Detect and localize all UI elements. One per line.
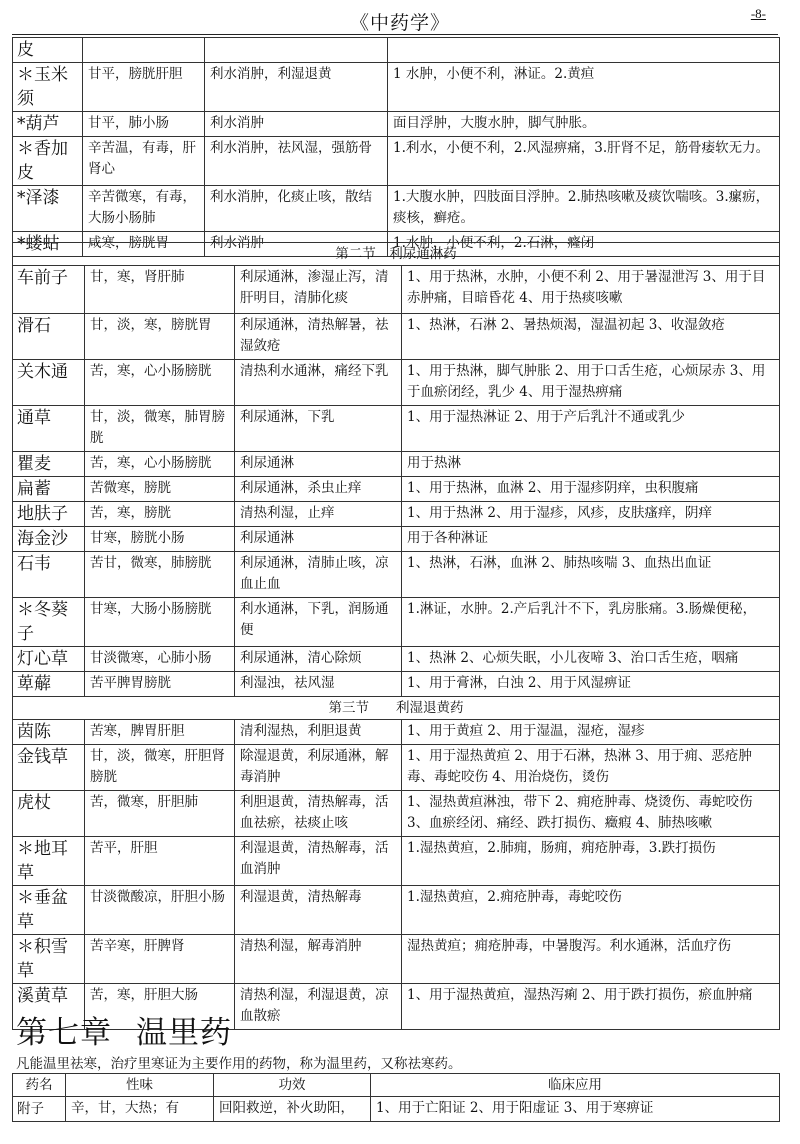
herb-function: 清热利湿，利湿退黄，凉血散瘀	[235, 984, 402, 1030]
table-row	[13, 837, 780, 886]
herb-name: 灯心草	[13, 647, 85, 672]
herb-name: 溪黄草	[13, 984, 85, 1030]
herb-nature: 苦平，肝胆	[85, 837, 235, 886]
herb-nature: 苦甘，微寒，肺膀胱	[85, 552, 235, 598]
herb-nature: 苦寒，脾胃肝胆	[85, 720, 235, 745]
herb-name: ＊积雪草	[13, 935, 85, 984]
herb-usage: 1、用于膏淋，白浊 2、用于风湿痹证	[402, 672, 780, 697]
table-row	[13, 502, 780, 527]
herb-usage: 1、热淋 2、心烦失眠，小儿夜啼 3、治口舌生疮，咽痛	[402, 647, 780, 672]
table-row	[13, 112, 780, 137]
herb-table-warm-interior	[12, 1073, 780, 1122]
herb-name: ＊玉米须	[13, 63, 83, 112]
herb-table-main	[12, 242, 780, 1030]
chapter-name: 温里药	[136, 1015, 232, 1051]
table-row	[13, 720, 780, 745]
herb-name: ＊地耳草	[13, 837, 85, 886]
table-header-row	[13, 1074, 780, 1097]
table-row	[13, 527, 780, 552]
table-row	[13, 314, 780, 360]
herb-nature: 辛，甘，大热；有	[66, 1097, 214, 1122]
herb-function: 清热利湿，止痒	[235, 502, 402, 527]
table-row	[13, 186, 780, 232]
herb-function: 利湿退黄，清热解毒，活血消肿	[235, 837, 402, 886]
table-row	[13, 137, 780, 186]
herb-nature: 辛苦温，有毒，肝肾心	[83, 137, 205, 186]
herb-usage	[388, 38, 780, 63]
herb-function: 利水消肿	[205, 232, 388, 257]
herb-function: 利尿通淋，清肺止咳，凉血止血	[235, 552, 402, 598]
herb-table-continued	[12, 37, 780, 257]
herb-nature: 甘平，膀胱肝胆	[83, 63, 205, 112]
herb-function: 清热利水通淋，痛经下乳	[235, 360, 402, 406]
herb-usage: 1、用于湿热淋证 2、用于产后乳汁不通或乳少	[402, 406, 780, 452]
chapter-intro: 凡能温里祛寒，治疗里寒证为主要作用的药物，称为温里药，又称祛寒药。	[16, 1056, 462, 1072]
table-row	[13, 266, 780, 314]
herb-name: 金钱草	[13, 745, 85, 791]
herb-nature: 甘寒，膀胱小肠	[85, 527, 235, 552]
herb-nature: 甘，淡，微寒，肺胃膀胱	[85, 406, 235, 452]
herb-usage: 1.水肿，小便不利，2.石淋，癃闭	[388, 232, 780, 257]
herb-function: 除湿退黄，利尿通淋，解毒消肿	[235, 745, 402, 791]
herb-function	[205, 38, 388, 63]
herb-usage: 1 水肿，小便不利，淋证。2.黄疸	[388, 63, 780, 112]
herb-nature: 甘淡微酸凉，肝胆小肠	[85, 886, 235, 935]
table-row	[13, 452, 780, 477]
herb-function: 利尿通淋，下乳	[235, 406, 402, 452]
herb-function: 利湿浊，祛风湿	[235, 672, 402, 697]
herb-nature: 苦，寒，膀胱	[85, 502, 235, 527]
herb-name: ＊香加皮	[13, 137, 83, 186]
herb-function: 利水消肿，利湿退黄	[205, 63, 388, 112]
section-title-3: 第三节 利湿退黄药	[13, 697, 780, 720]
table-row	[13, 63, 780, 112]
chapter-number: 第七章	[16, 1015, 112, 1051]
table-row	[13, 647, 780, 672]
herb-function: 利尿通淋，杀虫止痒	[235, 477, 402, 502]
herb-usage: 1、用于热淋 2、用于湿疹，风疹，皮肤瘙痒，阴痒	[402, 502, 780, 527]
herb-name: 皮	[13, 38, 83, 63]
herb-name: 茵陈	[13, 720, 85, 745]
herb-nature: 苦平脾胃膀胱	[85, 672, 235, 697]
herb-usage: 用于热淋	[402, 452, 780, 477]
herb-usage: 1、用于黄疸 2、用于湿温，湿疮，湿疹	[402, 720, 780, 745]
herb-function: 利水消肿，祛风湿，强筋骨	[205, 137, 388, 186]
herb-function: 利水消肿，化痰止咳，散结	[205, 186, 388, 232]
herb-nature: 甘淡微寒，心肺小肠	[85, 647, 235, 672]
herb-name: *葫芦	[13, 112, 83, 137]
herb-usage: 1.湿热黄疸，2.痈疮肿毒，毒蛇咬伤	[402, 886, 780, 935]
herb-nature: 甘平，肺小肠	[83, 112, 205, 137]
herb-function: 清热利湿，解毒消肿	[235, 935, 402, 984]
herb-name: 滑石	[13, 314, 85, 360]
herb-function: 清利湿热，利胆退黄	[235, 720, 402, 745]
herb-usage: 1.湿热黄疸，2.肺痈，肠痈，痈疮肿毒，3.跌打损伤	[402, 837, 780, 886]
table-row	[13, 406, 780, 452]
herb-nature: 辛苦微寒，有毒，大肠小肠肺	[83, 186, 205, 232]
herb-nature: 甘，寒，肾肝肺	[85, 266, 235, 314]
herb-nature: 甘，淡，微寒，肝胆肾膀胱	[85, 745, 235, 791]
header-function: 功效	[214, 1074, 371, 1097]
herb-name: *泽漆	[13, 186, 83, 232]
table-row	[13, 672, 780, 697]
table-row	[13, 935, 780, 984]
table-row	[13, 360, 780, 406]
herb-nature: 苦，寒，心小肠膀胱	[85, 360, 235, 406]
herb-name: 扁蓄	[13, 477, 85, 502]
herb-usage: 1、用于热淋，脚气肿胀 2、用于口舌生疮，心烦尿赤 3、用于血瘀闭经，乳少 4、用于湿热痹痛	[402, 360, 780, 406]
herb-name: 海金沙	[13, 527, 85, 552]
header-nature: 性味	[66, 1074, 214, 1097]
section-header-row	[13, 243, 780, 266]
table-row	[13, 552, 780, 598]
herb-function: 利湿退黄，清热解毒	[235, 886, 402, 935]
herb-function: 回阳救逆，补火助阳，	[214, 1097, 371, 1122]
herb-name: 瞿麦	[13, 452, 85, 477]
header-usage: 临床应用	[371, 1074, 780, 1097]
herb-function: 利水通淋，下乳，润肠通便	[235, 598, 402, 647]
herb-name: 石韦	[13, 552, 85, 598]
herb-function: 利水消肿	[205, 112, 388, 137]
header-name: 药名	[13, 1074, 66, 1097]
herb-usage: 用于各种淋证	[402, 527, 780, 552]
herb-usage: 1、用于亡阳证 2、用于阳虚证 3、用于寒痹证	[371, 1097, 780, 1122]
herb-function: 利尿通淋	[235, 527, 402, 552]
herb-name: 关木通	[13, 360, 85, 406]
herb-name: 通草	[13, 406, 85, 452]
herb-usage: 1.淋证，水肿。2.产后乳汁不下，乳房胀痛。3.肠燥便秘，	[402, 598, 780, 647]
herb-name: 虎杖	[13, 791, 85, 837]
herb-function: 利胆退黄，清热解毒，活血祛瘀，祛痰止咳	[235, 791, 402, 837]
herb-name: 萆薢	[13, 672, 85, 697]
herb-usage: 湿热黄疸；痈疮肿毒，中暑腹泻。利水通淋，活血疗伤	[402, 935, 780, 984]
herb-usage: 1.利水，小便不利，2.风湿痹痛，3.肝肾不足，筋骨痿软无力。	[388, 137, 780, 186]
herb-name: ＊冬葵子	[13, 598, 85, 647]
herb-name: 地肤子	[13, 502, 85, 527]
table-row	[13, 1097, 780, 1122]
herb-name: 车前子	[13, 266, 85, 314]
herb-name: ＊垂盆草	[13, 886, 85, 935]
herb-nature	[83, 38, 205, 63]
herb-usage: 1、用于湿热黄疸 2、用于石淋，热淋 3、用于痈、恶疮肿毒、毒蛇咬伤 4、用治烧伤，烫伤	[402, 745, 780, 791]
section-title-2: 第二节 利尿通淋药	[13, 243, 780, 266]
header-rule	[12, 34, 778, 35]
table-row	[13, 38, 780, 63]
table-row	[13, 477, 780, 502]
herb-nature: 苦辛寒，肝脾肾	[85, 935, 235, 984]
herb-usage: 面目浮肿，大腹水肿，脚气肿胀。	[388, 112, 780, 137]
herb-usage: 1、热淋，石淋 2、暑热烦渴，湿温初起 3、收湿敛疮	[402, 314, 780, 360]
book-title: 《中药学》	[349, 12, 450, 34]
herb-usage: 1、用于热淋，水肿，小便不利 2、用于暑湿泄泻 3、用于目赤肿痛，目暗昏花 4、用于热痰咳嗽	[402, 266, 780, 314]
table-row	[13, 598, 780, 647]
herb-name: 附子	[13, 1097, 66, 1122]
herb-name: *蝼蛄	[13, 232, 83, 257]
herb-nature: 苦，寒，肝胆大肠	[85, 984, 235, 1030]
page-header	[0, 0, 800, 36]
table-row	[13, 886, 780, 935]
herb-nature: 苦，微寒，肝胆肺	[85, 791, 235, 837]
page-number: -8-	[750, 6, 766, 21]
herb-usage: 1、用于湿热黄疸，湿热泻痢 2、用于跌打损伤，瘀血肿痛	[402, 984, 780, 1030]
herb-nature: 咸寒，膀胱胃	[83, 232, 205, 257]
herb-usage: 1、热淋，石淋，血淋 2、肺热咳喘 3、血热出血证	[402, 552, 780, 598]
herb-function: 利尿通淋，清心除烦	[235, 647, 402, 672]
herb-nature: 甘寒，大肠小肠膀胱	[85, 598, 235, 647]
herb-usage: 1、用于热淋，血淋 2、用于湿疹阴痒，虫积腹痛	[402, 477, 780, 502]
herb-function: 利尿通淋，清热解暑，祛湿敛疮	[235, 314, 402, 360]
table-row	[13, 745, 780, 791]
herb-usage: 1.大腹水肿，四肢面目浮肿。2.肺热咳嗽及痰饮喘咳。3.瘰疬，痰核，癣疮。	[388, 186, 780, 232]
herb-nature: 甘，淡，寒，膀胱胃	[85, 314, 235, 360]
herb-nature: 苦微寒，膀胱	[85, 477, 235, 502]
section-header-row	[13, 697, 780, 720]
table-row	[13, 791, 780, 837]
herb-usage: 1、湿热黄疸淋浊，带下 2、痈疮肿毒、烧烫伤、毒蛇咬伤 3、血瘀经闭、痛经、跌打损伤、癥瘕 4、肺热咳嗽	[402, 791, 780, 837]
herb-function: 利尿通淋	[235, 452, 402, 477]
herb-nature: 苦，寒，心小肠膀胱	[85, 452, 235, 477]
chapter-title	[16, 1007, 232, 1052]
herb-function: 利尿通淋，渗湿止泻，清肝明目，清肺化痰	[235, 266, 402, 314]
